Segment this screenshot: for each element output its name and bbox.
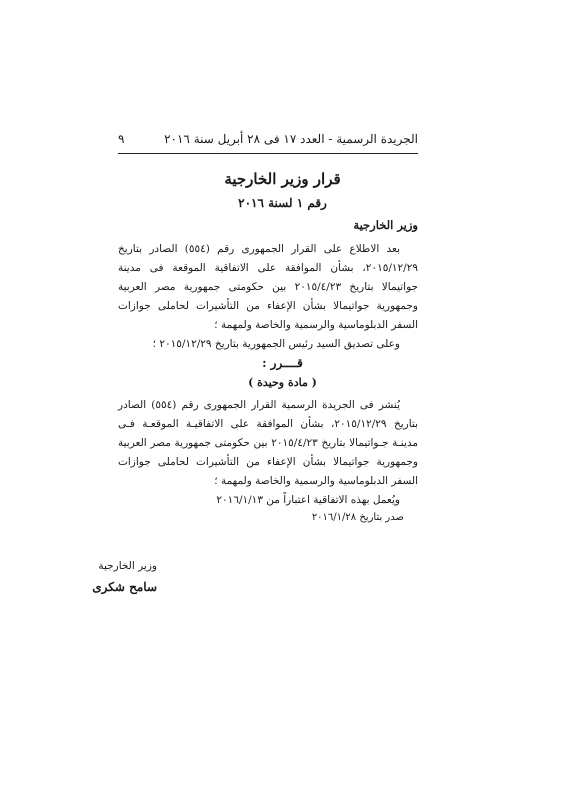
preamble-paragraph: بعد الاطلاع على القرار الجمهورى رقم (٥٥٤) الصادر بتاريخ ٢٠١٥/١٢/٢٩، بشأن الموافقة على الاتفاقية الموقعة فى مدينة جواتيمالا بتاريخ ٢٠١٥/٤/٢٣ بين حكومتى جمهورية مصر العربية وجمهورية جواتيمالا بشأن الإعفاء من التأشيرات لحاملى جوازات السفر الدبلوماسية والرسمية والخاصة ولمهمة ؛ (118, 243, 418, 331)
decision-block (118, 396, 418, 510)
article-heading: ( مادة وحيدة ) (248, 376, 317, 389)
decision-paragraph: يُنشر فى الجريدة الرسمية القرار الجمهورى رقم (٥٥٤) الصادر بتاريخ ٢٠١٥/١٢/٢٩، بشأن الموافقة على الاتفاقيـة الموقعـة فـى مدينـة جـواتيمالا بتاريخ ٢٠١٥/٤/٢٣ بين حكومتى جمهورية مصر العربية وجمهورية جواتيمالا بشأن الإعفاء من التأشيرات لحاملى جوازات السفر الدبلوماسية والرسمية والخاصة ولمهمة ؛ (118, 399, 419, 487)
issue-date: صدر بتاريخ ٢٠١٦/١/٢٨ (311, 512, 404, 523)
preamble-paragraph: وعلى تصديق السيد رئيس الجمهورية بتاريخ ٢٠١٥/١٢/٢٩ ؛ (152, 338, 400, 350)
preamble-block (118, 240, 418, 354)
issuer-heading: وزير الخارجية (353, 218, 418, 232)
gazette-header-text: الجريدة الرسمية - العدد ١٧ فى ٢٨ أبريل سنة ٢٠١٦ (164, 132, 418, 146)
signatory-title: وزير الخارجية (98, 560, 157, 572)
signatory-name: سامح شكرى (92, 580, 157, 594)
header-divider (118, 153, 418, 154)
decree-number: رقم ١ لسنة ٢٠١٦ (238, 196, 327, 210)
signature-block (37, 560, 157, 594)
decree-title: قرار وزير الخارجية (224, 170, 341, 188)
decision-paragraph: ويُعمل بهذه الاتفاقية اعتباراً من ٢٠١٦/١/١٣ (216, 494, 400, 506)
decision-heading: قــــرر : (262, 356, 303, 370)
page-number: ٩ (118, 132, 125, 146)
gazette-header (118, 128, 418, 150)
